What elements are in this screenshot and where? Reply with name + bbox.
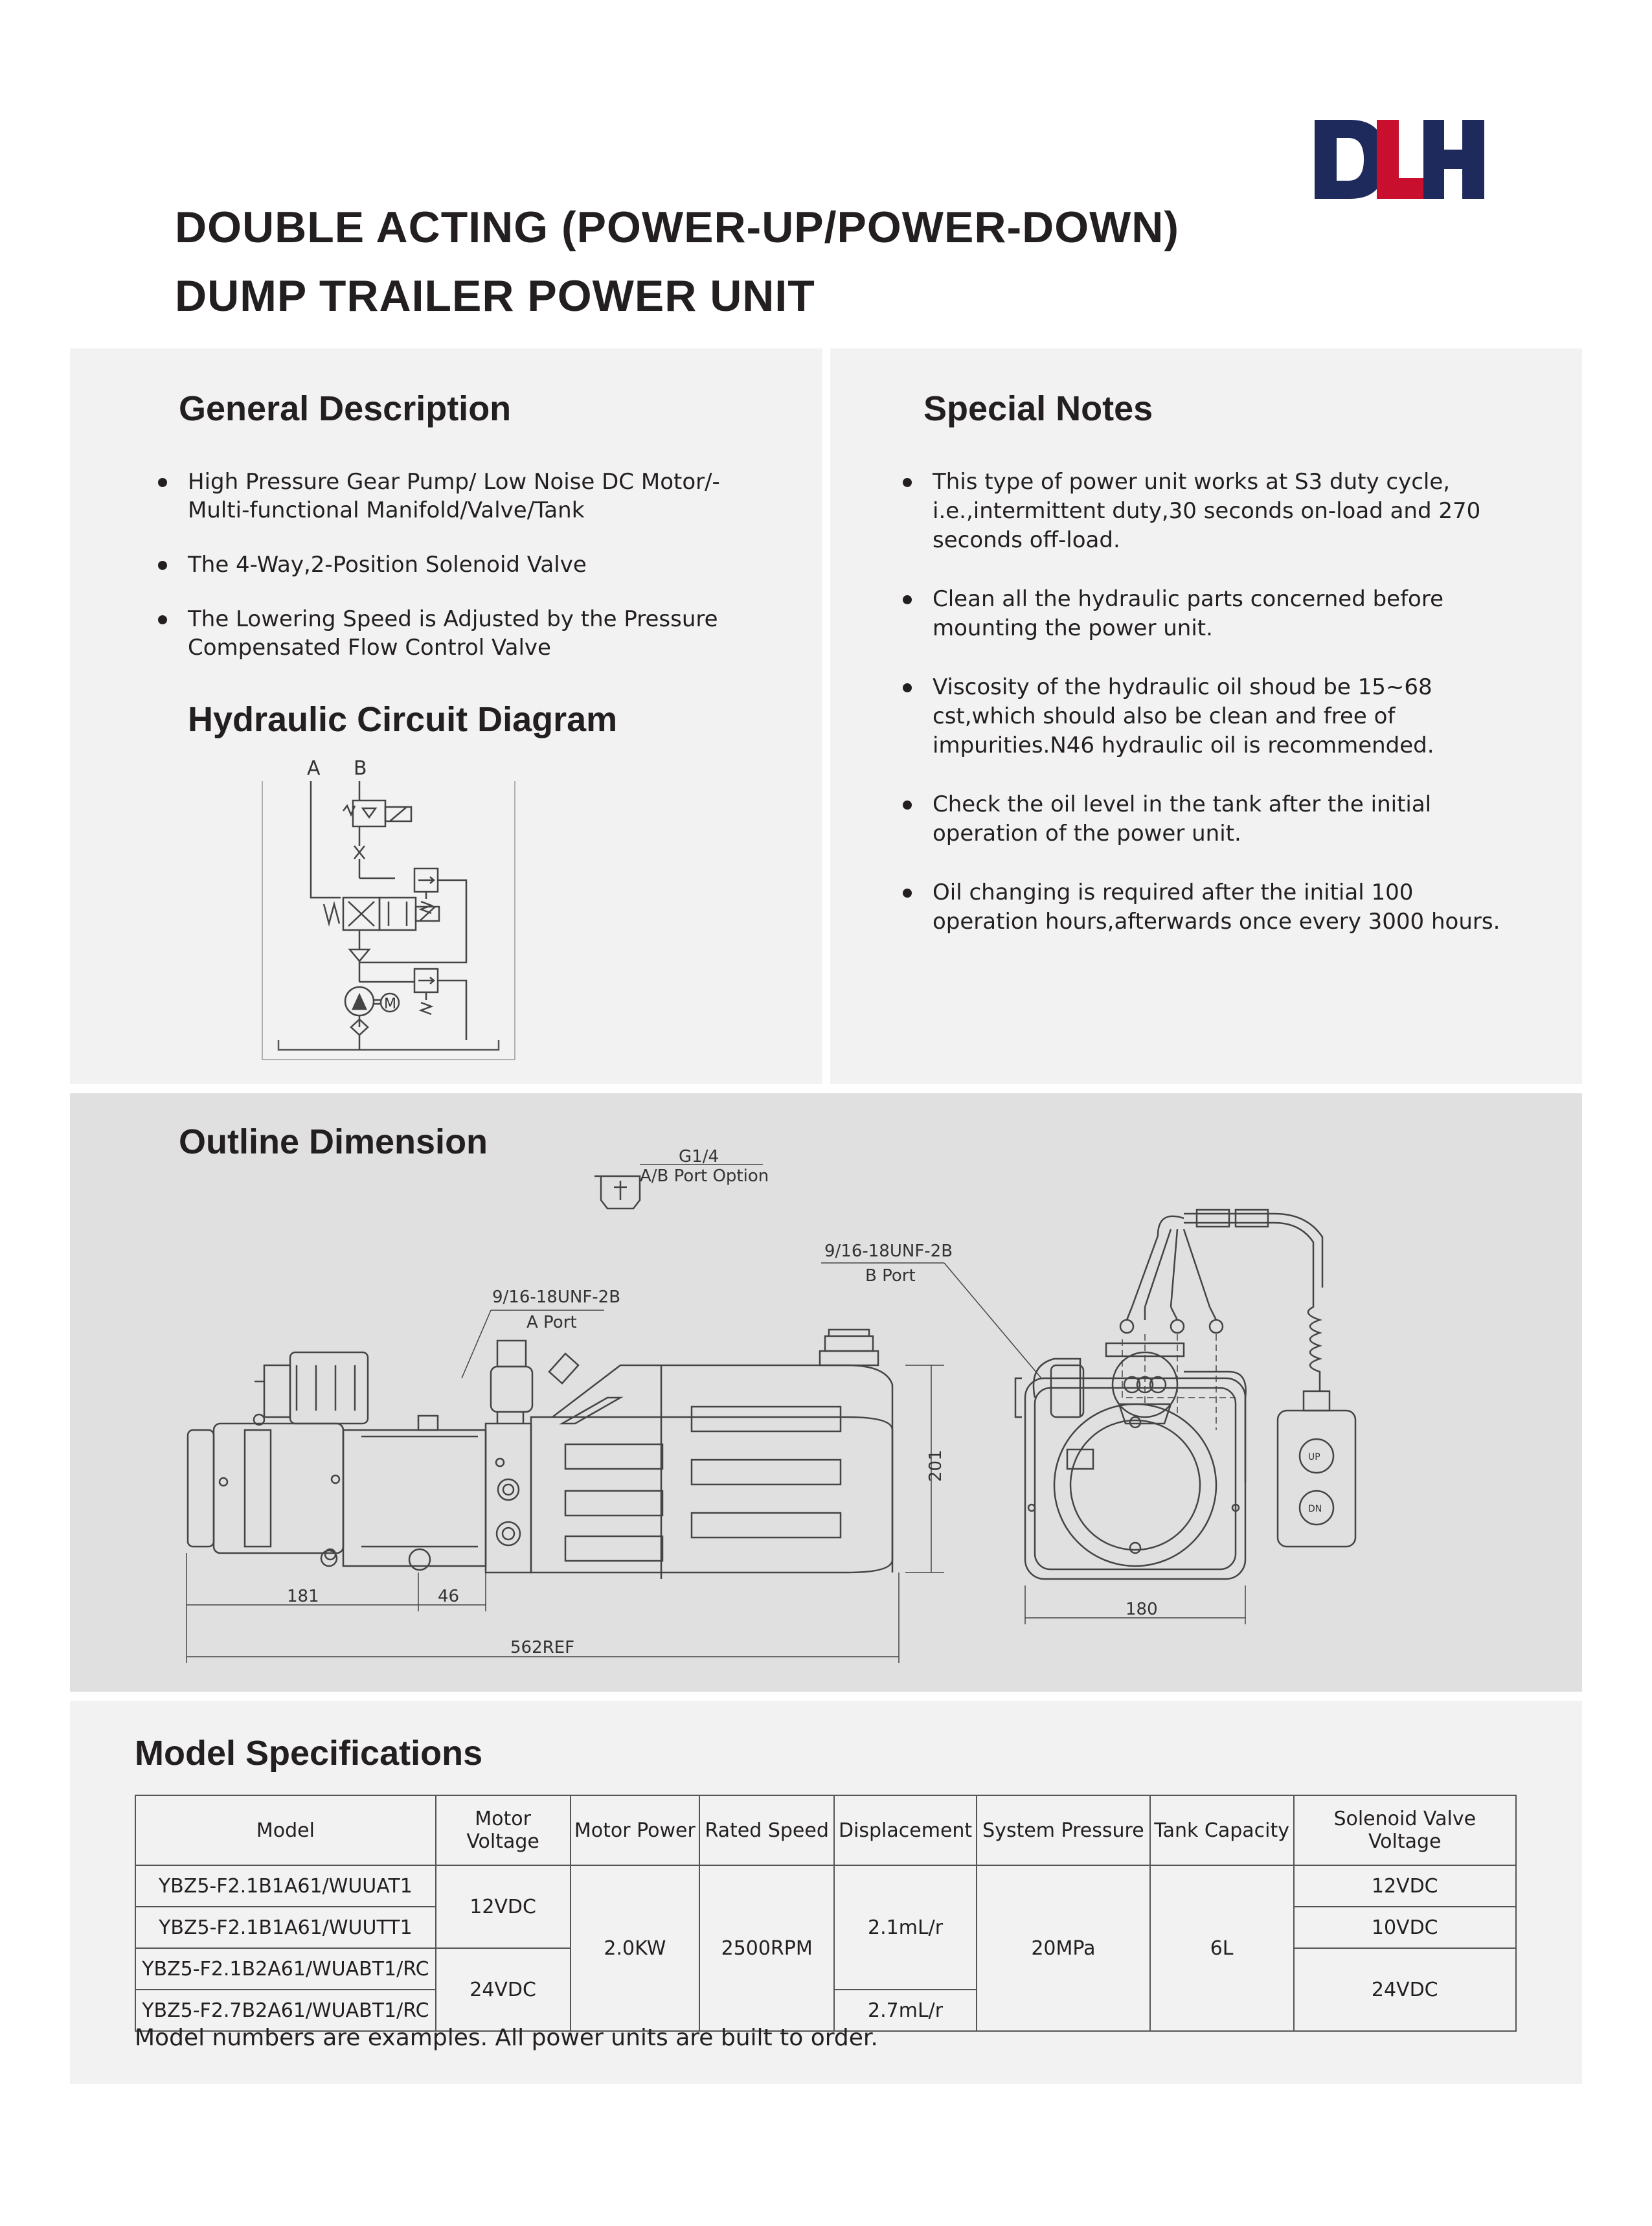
list-item: Check the oil level in the tank after the initial operation of the power unit. (901, 790, 1510, 848)
column-header: Model (135, 1795, 436, 1865)
motor-label: M (384, 996, 396, 1012)
page-title-line2: DUMP TRAILER POWER UNIT (175, 271, 815, 321)
a-thread-label: 9/16-18UNF-2B (492, 1288, 621, 1307)
model-cell: YBZ5-F2.1B1A61/WUUAT1 (135, 1865, 436, 1907)
list-item: The Lowering Speed is Adjusted by the Pressure Compensated Flow Control Valve (157, 605, 727, 662)
general-description-heading: General Description (179, 389, 512, 428)
table-header-row (135, 1795, 1516, 1865)
model-specifications-heading: Model Specifications (135, 1734, 483, 1773)
dlh-logo (1315, 120, 1484, 199)
tank-capacity-cell: 6L (1150, 1865, 1294, 2031)
pendant-up-label: UP (1308, 1452, 1320, 1462)
b-thread-label: 9/16-18UNF-2B (824, 1242, 953, 1261)
dim-181-label: 181 (287, 1587, 319, 1606)
column-header: System Pressure (977, 1795, 1150, 1865)
dim-46-label: 46 (438, 1587, 460, 1606)
outline-dimension-heading: Outline Dimension (179, 1122, 488, 1161)
column-header: Motor Voltage (436, 1795, 571, 1865)
solenoid-voltage-cell: 24VDC (1294, 1948, 1516, 2031)
dim-562-label: 562REF (510, 1638, 575, 1657)
outline-dimension-drawing (70, 1093, 1582, 1692)
list-item: This type of power unit works at S3 duty cycle, i.e.,intermittent duty,30 seconds on-load and 270 seconds off-load. (901, 468, 1510, 555)
model-note: Model numbers are examples. All power units are built to order. (135, 2025, 878, 2051)
column-header: Motor Power (571, 1795, 700, 1865)
list-item: The 4-Way,2-Position Solenoid Valve (157, 551, 727, 579)
general-description-list (157, 468, 727, 688)
page-title-line1: DOUBLE ACTING (POWER-UP/POWER-DOWN) (175, 203, 1180, 252)
pendant-dn-label: DN (1308, 1504, 1322, 1514)
b-port-label: B Port (865, 1266, 916, 1286)
system-pressure-cell: 20MPa (977, 1865, 1150, 2031)
motor-voltage-cell: 24VDC (436, 1948, 571, 2031)
hydraulic-circuit-heading: Hydraulic Circuit Diagram (188, 700, 618, 739)
list-item: Oil changing is required after the initial 100 operation hours,afterwards once every 3000 hours. (901, 878, 1510, 937)
dim-180-label: 180 (1126, 1600, 1158, 1619)
ab-port-option-label: A/B Port Option (640, 1166, 769, 1186)
port-a-label: A (307, 757, 321, 780)
motor-power-cell: 2.0KW (571, 1865, 700, 2031)
g14-label: G1/4 (679, 1147, 719, 1166)
rated-speed-cell: 2500RPM (699, 1865, 834, 2031)
table-row (135, 1865, 1516, 1907)
motor-voltage-cell: 12VDC (436, 1865, 571, 1948)
displacement-cell: 2.1mL/r (834, 1865, 977, 1990)
a-port-label: A Port (526, 1313, 577, 1332)
column-header: Solenoid Valve Voltage (1294, 1795, 1516, 1865)
hydraulic-circuit-diagram (253, 755, 531, 1066)
model-cell: YBZ5-F2.1B1A61/WUUTT1 (135, 1907, 436, 1948)
model-cell: YBZ5-F2.1B2A61/WUABT1/RC (135, 1948, 436, 1990)
model-specifications-table (135, 1795, 1517, 2032)
column-header: Tank Capacity (1150, 1795, 1294, 1865)
list-item: High Pressure Gear Pump/ Low Noise DC Motor/- Multi-functional Manifold/Valve/Tank (157, 468, 727, 525)
column-header: Rated Speed (699, 1795, 834, 1865)
port-b-label: B (354, 757, 367, 780)
model-cell: YBZ5-F2.7B2A61/WUABT1/RC (135, 1990, 436, 2031)
displacement-cell: 2.7mL/r (834, 1990, 977, 2031)
solenoid-voltage-cell: 10VDC (1294, 1907, 1516, 1948)
special-notes-list (901, 468, 1510, 966)
list-item: Viscosity of the hydraulic oil shoud be 15~68 cst,which should also be clean and free of impurities.N46 hydraulic oil is recommended. (901, 673, 1510, 760)
solenoid-voltage-cell: 12VDC (1294, 1865, 1516, 1907)
column-header: Displacement (834, 1795, 977, 1865)
list-item: Clean all the hydraulic parts concerned before mounting the power unit. (901, 585, 1510, 643)
special-notes-heading: Special Notes (923, 389, 1153, 428)
dim-201-label: 201 (926, 1449, 945, 1482)
